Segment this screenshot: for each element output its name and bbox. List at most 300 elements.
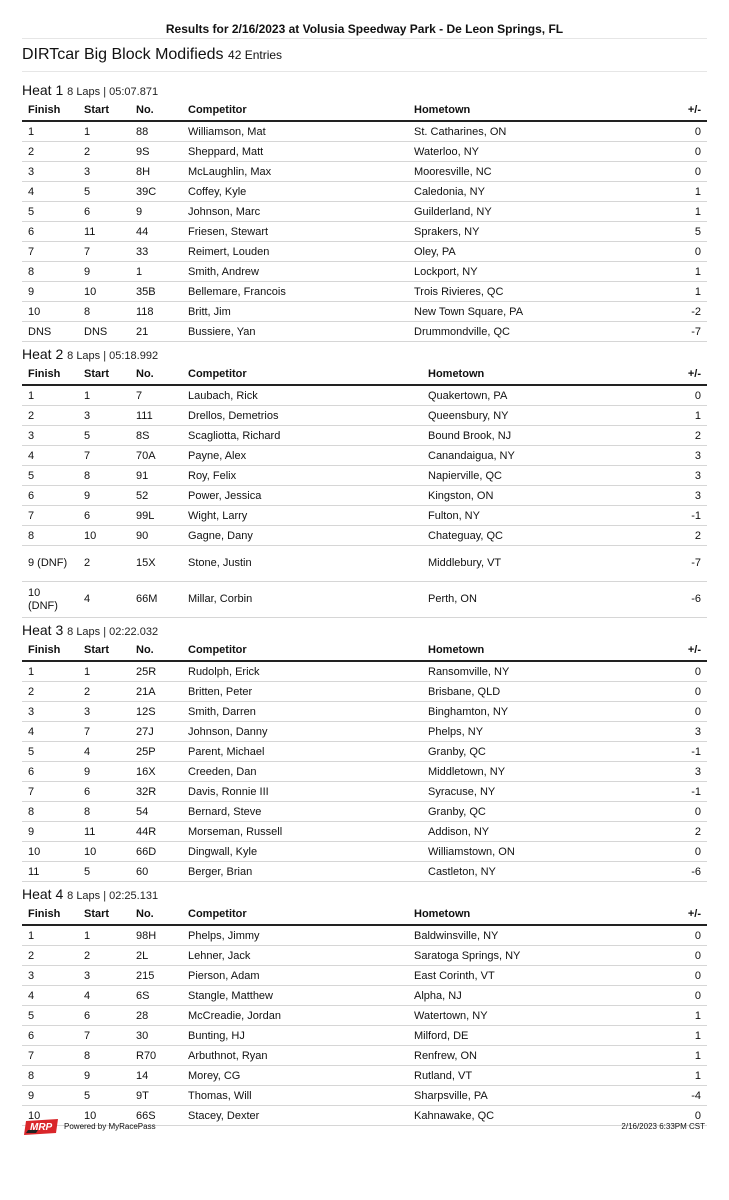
table-row (22, 1086, 707, 1106)
cell-competitor[interactable]: Britt, Jim (182, 302, 408, 322)
column-header-pm[interactable]: +/- (674, 100, 707, 121)
cell-start: 5 (78, 862, 130, 882)
cell-finish: 8 (22, 526, 78, 546)
cell-competitor[interactable]: Friesen, Stewart (182, 222, 408, 242)
results-table (22, 364, 707, 618)
cell-hometown: New Town Square, PA (408, 302, 674, 322)
cell-competitor[interactable]: Thomas, Will (182, 1086, 408, 1106)
table-row (22, 1026, 707, 1046)
cell-finish: 6 (22, 222, 78, 242)
cell-pm: 0 (674, 162, 707, 182)
cell-finish: 1 (22, 925, 78, 946)
column-header-hometown[interactable]: Hometown (422, 640, 674, 661)
cell-finish: 1 (22, 385, 78, 406)
cell-start: 9 (78, 762, 130, 782)
cell-start: 4 (78, 986, 130, 1006)
heat-title (22, 80, 707, 100)
table-row (22, 322, 707, 342)
cell-pm: 0 (674, 682, 707, 702)
cell-pm: 0 (674, 925, 707, 946)
cell-finish: 11 (22, 862, 78, 882)
cell-no: 9S (130, 142, 182, 162)
cell-start: 10 (78, 526, 130, 546)
cell-hometown: Milford, DE (408, 1026, 674, 1046)
heat-name: Heat 3 (22, 622, 64, 638)
column-header-start[interactable]: Start (78, 100, 130, 121)
table-row (22, 282, 707, 302)
heat-meta: 8 Laps | 02:25.131 (67, 890, 159, 902)
page-footer (24, 1118, 705, 1136)
cell-finish: 4 (22, 986, 78, 1006)
cell-finish: 2 (22, 946, 78, 966)
cell-pm: 0 (674, 842, 707, 862)
cell-start: 8 (78, 1046, 130, 1066)
cell-competitor[interactable]: Smith, Andrew (182, 262, 408, 282)
cell-hometown: Fulton, NY (422, 506, 674, 526)
cell-pm: 3 (674, 762, 707, 782)
table-header-row (22, 364, 707, 385)
cell-hometown: Kingston, ON (422, 486, 674, 506)
cell-finish: 1 (22, 121, 78, 142)
cell-pm: 0 (674, 242, 707, 262)
cell-competitor[interactable]: Dingwall, Kyle (182, 842, 422, 862)
cell-start: 8 (78, 466, 130, 486)
column-header-pm[interactable]: +/- (674, 364, 707, 385)
cell-start: 10 (78, 282, 130, 302)
heat-section (22, 80, 707, 342)
cell-no: 8H (130, 162, 182, 182)
powered-by-link[interactable]: Powered by MyRacePass (64, 1122, 156, 1131)
cell-hometown: Perth, ON (422, 582, 674, 618)
cell-competitor[interactable]: Johnson, Marc (182, 202, 408, 222)
cell-finish: 7 (22, 506, 78, 526)
table-row (22, 222, 707, 242)
heats-container (22, 80, 707, 1126)
cell-finish: 6 (22, 762, 78, 782)
cell-no: 88 (130, 121, 182, 142)
cell-competitor[interactable]: Bellemare, Francois (182, 282, 408, 302)
heat-section (22, 620, 707, 882)
cell-no: 52 (130, 486, 182, 506)
cell-finish: 6 (22, 1026, 78, 1046)
cell-no: 21A (130, 682, 182, 702)
heat-section (22, 884, 707, 1126)
cell-competitor[interactable]: Rudolph, Erick (182, 661, 422, 682)
cell-finish: 6 (22, 486, 78, 506)
cell-pm: 0 (674, 1106, 707, 1126)
cell-no: 32R (130, 782, 182, 802)
cell-finish: DNS (22, 322, 78, 342)
table-header-row (22, 100, 707, 121)
table-row (22, 506, 707, 526)
table-row (22, 385, 707, 406)
cell-pm: 0 (674, 661, 707, 682)
cell-no: 66D (130, 842, 182, 862)
table-row (22, 722, 707, 742)
table-header-row (22, 640, 707, 661)
cell-pm: -7 (674, 322, 707, 342)
cell-hometown: Ransomville, NY (422, 661, 674, 682)
cell-competitor[interactable]: Phelps, Jimmy (182, 925, 408, 946)
cell-hometown: Guilderland, NY (408, 202, 674, 222)
cell-hometown: Trois Rivieres, QC (408, 282, 674, 302)
column-header-pm[interactable]: +/- (674, 904, 707, 925)
cell-finish: 3 (22, 162, 78, 182)
cell-finish: 7 (22, 1046, 78, 1066)
cell-start: 9 (78, 262, 130, 282)
cell-start: 8 (78, 802, 130, 822)
cell-no: 44R (130, 822, 182, 842)
cell-no: 8S (130, 426, 182, 446)
cell-start: 7 (78, 1026, 130, 1046)
cell-start: 1 (78, 661, 130, 682)
heat-name: Heat 4 (22, 886, 64, 902)
cell-pm: -1 (674, 742, 707, 762)
cell-hometown: East Corinth, VT (408, 966, 674, 986)
table-row (22, 925, 707, 946)
cell-competitor[interactable]: Morey, CG (182, 1066, 408, 1086)
column-header-no[interactable]: No. (130, 100, 182, 121)
cell-start: 11 (78, 822, 130, 842)
cell-pm: -2 (674, 302, 707, 322)
table-row (22, 121, 707, 142)
cell-no: 14 (130, 1066, 182, 1086)
table-row (22, 582, 707, 618)
cell-pm: 0 (674, 142, 707, 162)
cell-competitor[interactable]: Pierson, Adam (182, 966, 408, 986)
table-header-row (22, 904, 707, 925)
column-header-no[interactable]: No. (130, 640, 182, 661)
cell-start: 7 (78, 722, 130, 742)
table-row (22, 661, 707, 682)
cell-competitor[interactable]: Roy, Felix (182, 466, 422, 486)
table-row (22, 546, 707, 582)
cell-start: 10 (78, 842, 130, 862)
table-row (22, 986, 707, 1006)
cell-hometown: Waterloo, NY (408, 142, 674, 162)
cell-hometown: Granby, QC (422, 742, 674, 762)
cell-start: 2 (78, 682, 130, 702)
cell-pm: 1 (674, 406, 707, 426)
results-table (22, 640, 707, 882)
cell-finish: 2 (22, 142, 78, 162)
cell-competitor[interactable]: Gagne, Dany (182, 526, 422, 546)
column-header-hometown[interactable]: Hometown (408, 904, 674, 925)
cell-finish: 9 (22, 822, 78, 842)
cell-no: 25R (130, 661, 182, 682)
column-header-start[interactable]: Start (78, 640, 130, 661)
cell-no: 91 (130, 466, 182, 486)
column-header-hometown[interactable]: Hometown (422, 364, 674, 385)
table-row (22, 782, 707, 802)
cell-hometown: Renfrew, ON (408, 1046, 674, 1066)
cell-start: 6 (78, 1006, 130, 1026)
cell-hometown: Baldwinsville, NY (408, 925, 674, 946)
column-header-pm[interactable]: +/- (674, 640, 707, 661)
table-row (22, 262, 707, 282)
cell-pm: -4 (674, 1086, 707, 1106)
cell-finish: 10 (22, 1106, 78, 1126)
cell-no: 28 (130, 1006, 182, 1026)
cell-start: 8 (78, 302, 130, 322)
table-row (22, 946, 707, 966)
table-row (22, 446, 707, 466)
title-divider (22, 38, 707, 39)
cell-finish: 7 (22, 242, 78, 262)
cell-start: 2 (78, 546, 130, 582)
column-header-no[interactable]: No. (130, 904, 182, 925)
cell-pm: 1 (674, 1026, 707, 1046)
cell-hometown: Phelps, NY (422, 722, 674, 742)
cell-no: 60 (130, 862, 182, 882)
cell-pm: 1 (674, 1006, 707, 1026)
column-header-finish[interactable]: Finish (22, 640, 78, 661)
cell-no: 7 (130, 385, 182, 406)
cell-competitor[interactable]: Morseman, Russell (182, 822, 422, 842)
cell-competitor[interactable]: Stone, Justin (182, 546, 422, 582)
cell-start: 6 (78, 782, 130, 802)
cell-competitor[interactable]: Britten, Peter (182, 682, 422, 702)
cell-competitor[interactable]: Smith, Darren (182, 702, 422, 722)
column-header-competitor[interactable]: Competitor (182, 640, 422, 661)
cell-competitor[interactable]: Berger, Brian (182, 862, 422, 882)
cell-no: 30 (130, 1026, 182, 1046)
cell-competitor[interactable]: Creeden, Dan (182, 762, 422, 782)
cell-competitor[interactable]: Sheppard, Matt (182, 142, 408, 162)
cell-finish: 9 (DNF) (22, 546, 78, 582)
entries-count: 42 Entries (228, 48, 283, 62)
cell-start: 10 (78, 1106, 130, 1126)
cell-pm: 1 (674, 1046, 707, 1066)
cell-hometown: Castleton, NY (422, 862, 674, 882)
heat-name: Heat 1 (22, 82, 64, 98)
cell-no: 15X (130, 546, 182, 582)
column-header-competitor[interactable]: Competitor (182, 904, 408, 925)
cell-hometown: Addison, NY (422, 822, 674, 842)
heat-title (22, 620, 707, 640)
cell-no: 9T (130, 1086, 182, 1106)
cell-hometown: Queensbury, NY (422, 406, 674, 426)
cell-no: 25P (130, 742, 182, 762)
cell-hometown: Napierville, QC (422, 466, 674, 486)
cell-pm: 0 (674, 802, 707, 822)
cell-no: 99L (130, 506, 182, 526)
cell-pm: 1 (674, 262, 707, 282)
cell-start: 5 (78, 1086, 130, 1106)
column-header-no[interactable]: No. (130, 364, 182, 385)
cell-finish: 2 (22, 406, 78, 426)
cell-hometown: Sharpsville, PA (408, 1086, 674, 1106)
cell-no: 16X (130, 762, 182, 782)
table-row (22, 486, 707, 506)
column-header-finish[interactable]: Finish (22, 364, 78, 385)
cell-finish: 8 (22, 1066, 78, 1086)
cell-pm: 1 (674, 1066, 707, 1086)
cell-competitor[interactable]: Wight, Larry (182, 506, 422, 526)
cell-pm: 0 (674, 986, 707, 1006)
cell-pm: 1 (674, 282, 707, 302)
cell-no: 33 (130, 242, 182, 262)
table-row (22, 1006, 707, 1026)
cell-start: 1 (78, 121, 130, 142)
cell-hometown: Saratoga Springs, NY (408, 946, 674, 966)
column-header-finish[interactable]: Finish (22, 904, 78, 925)
class-title (22, 41, 707, 69)
results-table (22, 904, 707, 1126)
results-table (22, 100, 707, 342)
table-row (22, 182, 707, 202)
table-row (22, 862, 707, 882)
cell-start: 3 (78, 406, 130, 426)
cell-no: 215 (130, 966, 182, 986)
table-row (22, 802, 707, 822)
cell-pm: 3 (674, 466, 707, 486)
cell-finish: 7 (22, 782, 78, 802)
cell-finish: 4 (22, 182, 78, 202)
column-header-competitor[interactable]: Competitor (182, 100, 408, 121)
cell-pm: 3 (674, 486, 707, 506)
cell-no: 6S (130, 986, 182, 1006)
cell-pm: -1 (674, 506, 707, 526)
cell-no: 111 (130, 406, 182, 426)
cell-competitor[interactable]: Williamson, Mat (182, 121, 408, 142)
print-timestamp: 2/16/2023 6:33PM CST (621, 1122, 705, 1131)
cell-finish: 3 (22, 426, 78, 446)
cell-competitor[interactable]: Stacey, Dexter (182, 1106, 408, 1126)
heat-meta: 8 Laps | 02:22.032 (67, 626, 159, 638)
myracepass-logo-icon[interactable] (24, 1119, 58, 1135)
cell-hometown: Canandaigua, NY (422, 446, 674, 466)
cell-competitor[interactable]: Millar, Corbin (182, 582, 422, 618)
cell-hometown: Granby, QC (422, 802, 674, 822)
cell-pm: 2 (674, 426, 707, 446)
cell-competitor[interactable]: Arbuthnot, Ryan (182, 1046, 408, 1066)
cell-competitor[interactable]: Drellos, Demetrios (182, 406, 422, 426)
cell-start: 11 (78, 222, 130, 242)
table-row (22, 842, 707, 862)
cell-pm: 5 (674, 222, 707, 242)
cell-start: 3 (78, 966, 130, 986)
cell-pm: 2 (674, 822, 707, 842)
table-row (22, 142, 707, 162)
cell-competitor[interactable]: Lehner, Jack (182, 946, 408, 966)
cell-competitor[interactable]: Johnson, Danny (182, 722, 422, 742)
column-header-start[interactable]: Start (78, 904, 130, 925)
heat-title (22, 344, 707, 364)
table-row (22, 702, 707, 722)
table-row (22, 762, 707, 782)
cell-pm: -7 (674, 546, 707, 582)
cell-start: 1 (78, 385, 130, 406)
table-row (22, 1066, 707, 1086)
cell-finish: 5 (22, 742, 78, 762)
column-header-finish[interactable]: Finish (22, 100, 78, 121)
cell-start: DNS (78, 322, 130, 342)
cell-competitor[interactable]: Bussiere, Yan (182, 322, 408, 342)
cell-competitor[interactable]: Scagliotta, Richard (182, 426, 422, 446)
cell-finish: 5 (22, 1006, 78, 1026)
cell-finish: 8 (22, 802, 78, 822)
cell-competitor[interactable]: Davis, Ronnie III (182, 782, 422, 802)
cell-no: 2L (130, 946, 182, 966)
cell-finish: 8 (22, 262, 78, 282)
cell-hometown: Syracuse, NY (422, 782, 674, 802)
cell-competitor[interactable]: Stangle, Matthew (182, 986, 408, 1006)
cell-finish: 10 (22, 302, 78, 322)
cell-competitor[interactable]: Reimert, Louden (182, 242, 408, 262)
svg-text:MRP: MRP (30, 1122, 53, 1133)
cell-finish: 5 (22, 466, 78, 486)
cell-competitor[interactable]: McLaughlin, Max (182, 162, 408, 182)
cell-no: 66S (130, 1106, 182, 1126)
cell-no: 70A (130, 446, 182, 466)
cell-no: 54 (130, 802, 182, 822)
table-row (22, 162, 707, 182)
cell-hometown: Williamstown, ON (422, 842, 674, 862)
cell-hometown: Sprakers, NY (408, 222, 674, 242)
cell-finish: 3 (22, 966, 78, 986)
cell-start: 7 (78, 446, 130, 466)
cell-hometown: Drummondville, QC (408, 322, 674, 342)
table-row (22, 466, 707, 486)
cell-hometown: Middlebury, VT (422, 546, 674, 582)
cell-competitor[interactable]: Payne, Alex (182, 446, 422, 466)
table-row (22, 426, 707, 446)
cell-finish: 10 (22, 842, 78, 862)
report-title: Results for 2/16/2023 at Volusia Speedway Park - De Leon Springs, FL (165, 22, 564, 36)
table-row (22, 242, 707, 262)
cell-competitor[interactable]: Laubach, Rick (182, 385, 422, 406)
cell-start: 2 (78, 142, 130, 162)
cell-finish: 4 (22, 722, 78, 742)
cell-hometown: Watertown, NY (408, 1006, 674, 1026)
cell-finish: 3 (22, 702, 78, 722)
column-header-start[interactable]: Start (78, 364, 130, 385)
cell-competitor[interactable]: Bunting, HJ (182, 1026, 408, 1046)
cell-finish: 2 (22, 682, 78, 702)
cell-hometown: Brisbane, QLD (422, 682, 674, 702)
cell-start: 6 (78, 202, 130, 222)
cell-hometown: Caledonia, NY (408, 182, 674, 202)
cell-finish: 10 (DNF) (22, 582, 78, 618)
column-header-competitor[interactable]: Competitor (182, 364, 422, 385)
cell-no: 44 (130, 222, 182, 242)
cell-no: 35B (130, 282, 182, 302)
class-name: DIRTcar Big Block Modifieds (22, 46, 224, 63)
cell-competitor[interactable]: Bernard, Steve (182, 802, 422, 822)
cell-hometown: Alpha, NJ (408, 986, 674, 1006)
cell-pm: 2 (674, 526, 707, 546)
cell-hometown: Binghamton, NY (422, 702, 674, 722)
column-header-hometown[interactable]: Hometown (408, 100, 674, 121)
cell-hometown: St. Catharines, ON (408, 121, 674, 142)
cell-competitor[interactable]: McCreadie, Jordan (182, 1006, 408, 1026)
cell-start: 3 (78, 702, 130, 722)
cell-hometown: Quakertown, PA (422, 385, 674, 406)
cell-competitor[interactable]: Parent, Michael (182, 742, 422, 762)
cell-competitor[interactable]: Power, Jessica (182, 486, 422, 506)
cell-start: 4 (78, 582, 130, 618)
table-row (22, 202, 707, 222)
cell-no: 39C (130, 182, 182, 202)
cell-finish: 9 (22, 1086, 78, 1106)
cell-no: 9 (130, 202, 182, 222)
cell-hometown: Lockport, NY (408, 262, 674, 282)
cell-no: 27J (130, 722, 182, 742)
cell-pm: 0 (674, 385, 707, 406)
cell-hometown: Mooresville, NC (408, 162, 674, 182)
cell-competitor[interactable]: Coffey, Kyle (182, 182, 408, 202)
